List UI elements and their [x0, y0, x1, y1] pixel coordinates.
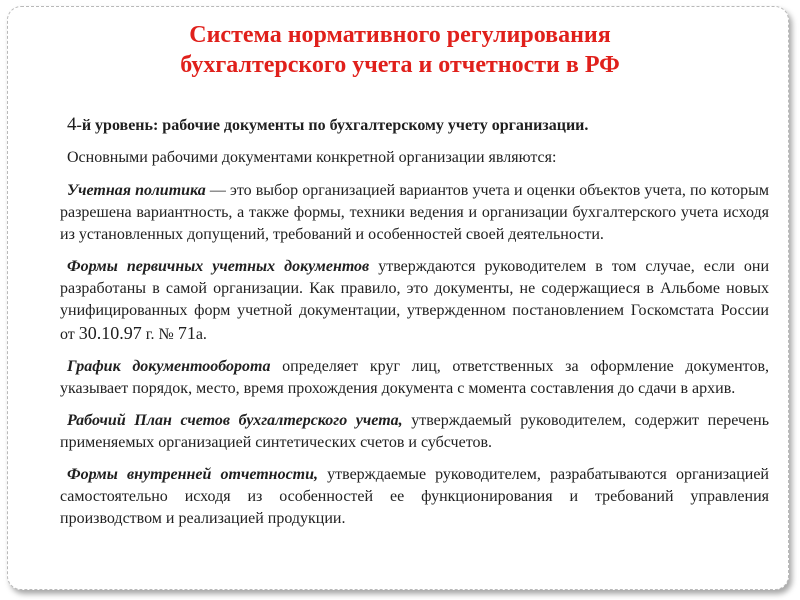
- text-document-flow: определяет круг лиц, ответственных за оформление документов, указывает порядок, место, время прохождения документа с момента составления до сдачи в архив.: [60, 358, 770, 397]
- item-chart-of-accounts: [60, 410, 769, 454]
- text-primary-forms: утверждаются руководителем в том случае, если они разработаны в самой организации. Как правило, это документы, не содержащиеся в Альбоме новых унифицированных форм учетной документации, утвержденном постановлением Госкомстата России от: [60, 258, 770, 343]
- date-primary-forms: 30.10.97: [78, 323, 142, 343]
- level-heading-dot: .: [584, 117, 589, 134]
- item-internal-reporting: [60, 464, 769, 530]
- term-document-flow: График документооборота: [67, 358, 271, 375]
- slide-title: [0, 20, 800, 80]
- mid-primary-forms: г. №: [141, 326, 178, 343]
- term-primary-forms: Формы первичных учетных документов: [67, 258, 370, 275]
- num-primary-forms: 71: [177, 323, 196, 343]
- document-body: [60, 114, 770, 540]
- tail-primary-forms: а.: [195, 326, 207, 343]
- intro-paragraph: Основными рабочими документами конкретной организации являются:: [67, 149, 557, 166]
- title-line-1: Система нормативного регулирования: [189, 22, 611, 48]
- item-accounting-policy: [60, 180, 769, 246]
- term-chart-of-accounts: Рабочий План счетов бухгалтерского учета,: [67, 412, 403, 429]
- text-internal-reporting: утверждаемые руководителем, разрабатываются организацией самостоятельно исходя из особенностей ее функционирования и требований управления производством и реализацией продукции.: [60, 466, 769, 527]
- text-accounting-policy: — это выбор организацией вариантов учета и оценки объектов учета, по которым разрешена вариантность, а также формы, техники ведения и организации бухгалтерского учета исходя из установленных допущений, требований и особенностей своей деятельности.: [60, 182, 770, 243]
- level-heading: [67, 114, 769, 137]
- level-number: 4: [67, 114, 77, 135]
- text-chart-of-accounts: утверждаемый руководителем, содержит перечень применяемых организацией синтетических счетов и субсчетов.: [60, 412, 769, 451]
- level-heading-text: -й уровень: рабочие документы по бухгалтерскому учету организации: [76, 117, 585, 134]
- item-document-flow: [60, 356, 769, 400]
- item-primary-forms: [60, 256, 769, 346]
- title-line-2: бухгалтерского учета и отчетности в РФ: [180, 52, 620, 78]
- term-accounting-policy: Учетная политика: [67, 182, 206, 199]
- term-internal-reporting: Формы внутренней отчетности,: [67, 466, 319, 483]
